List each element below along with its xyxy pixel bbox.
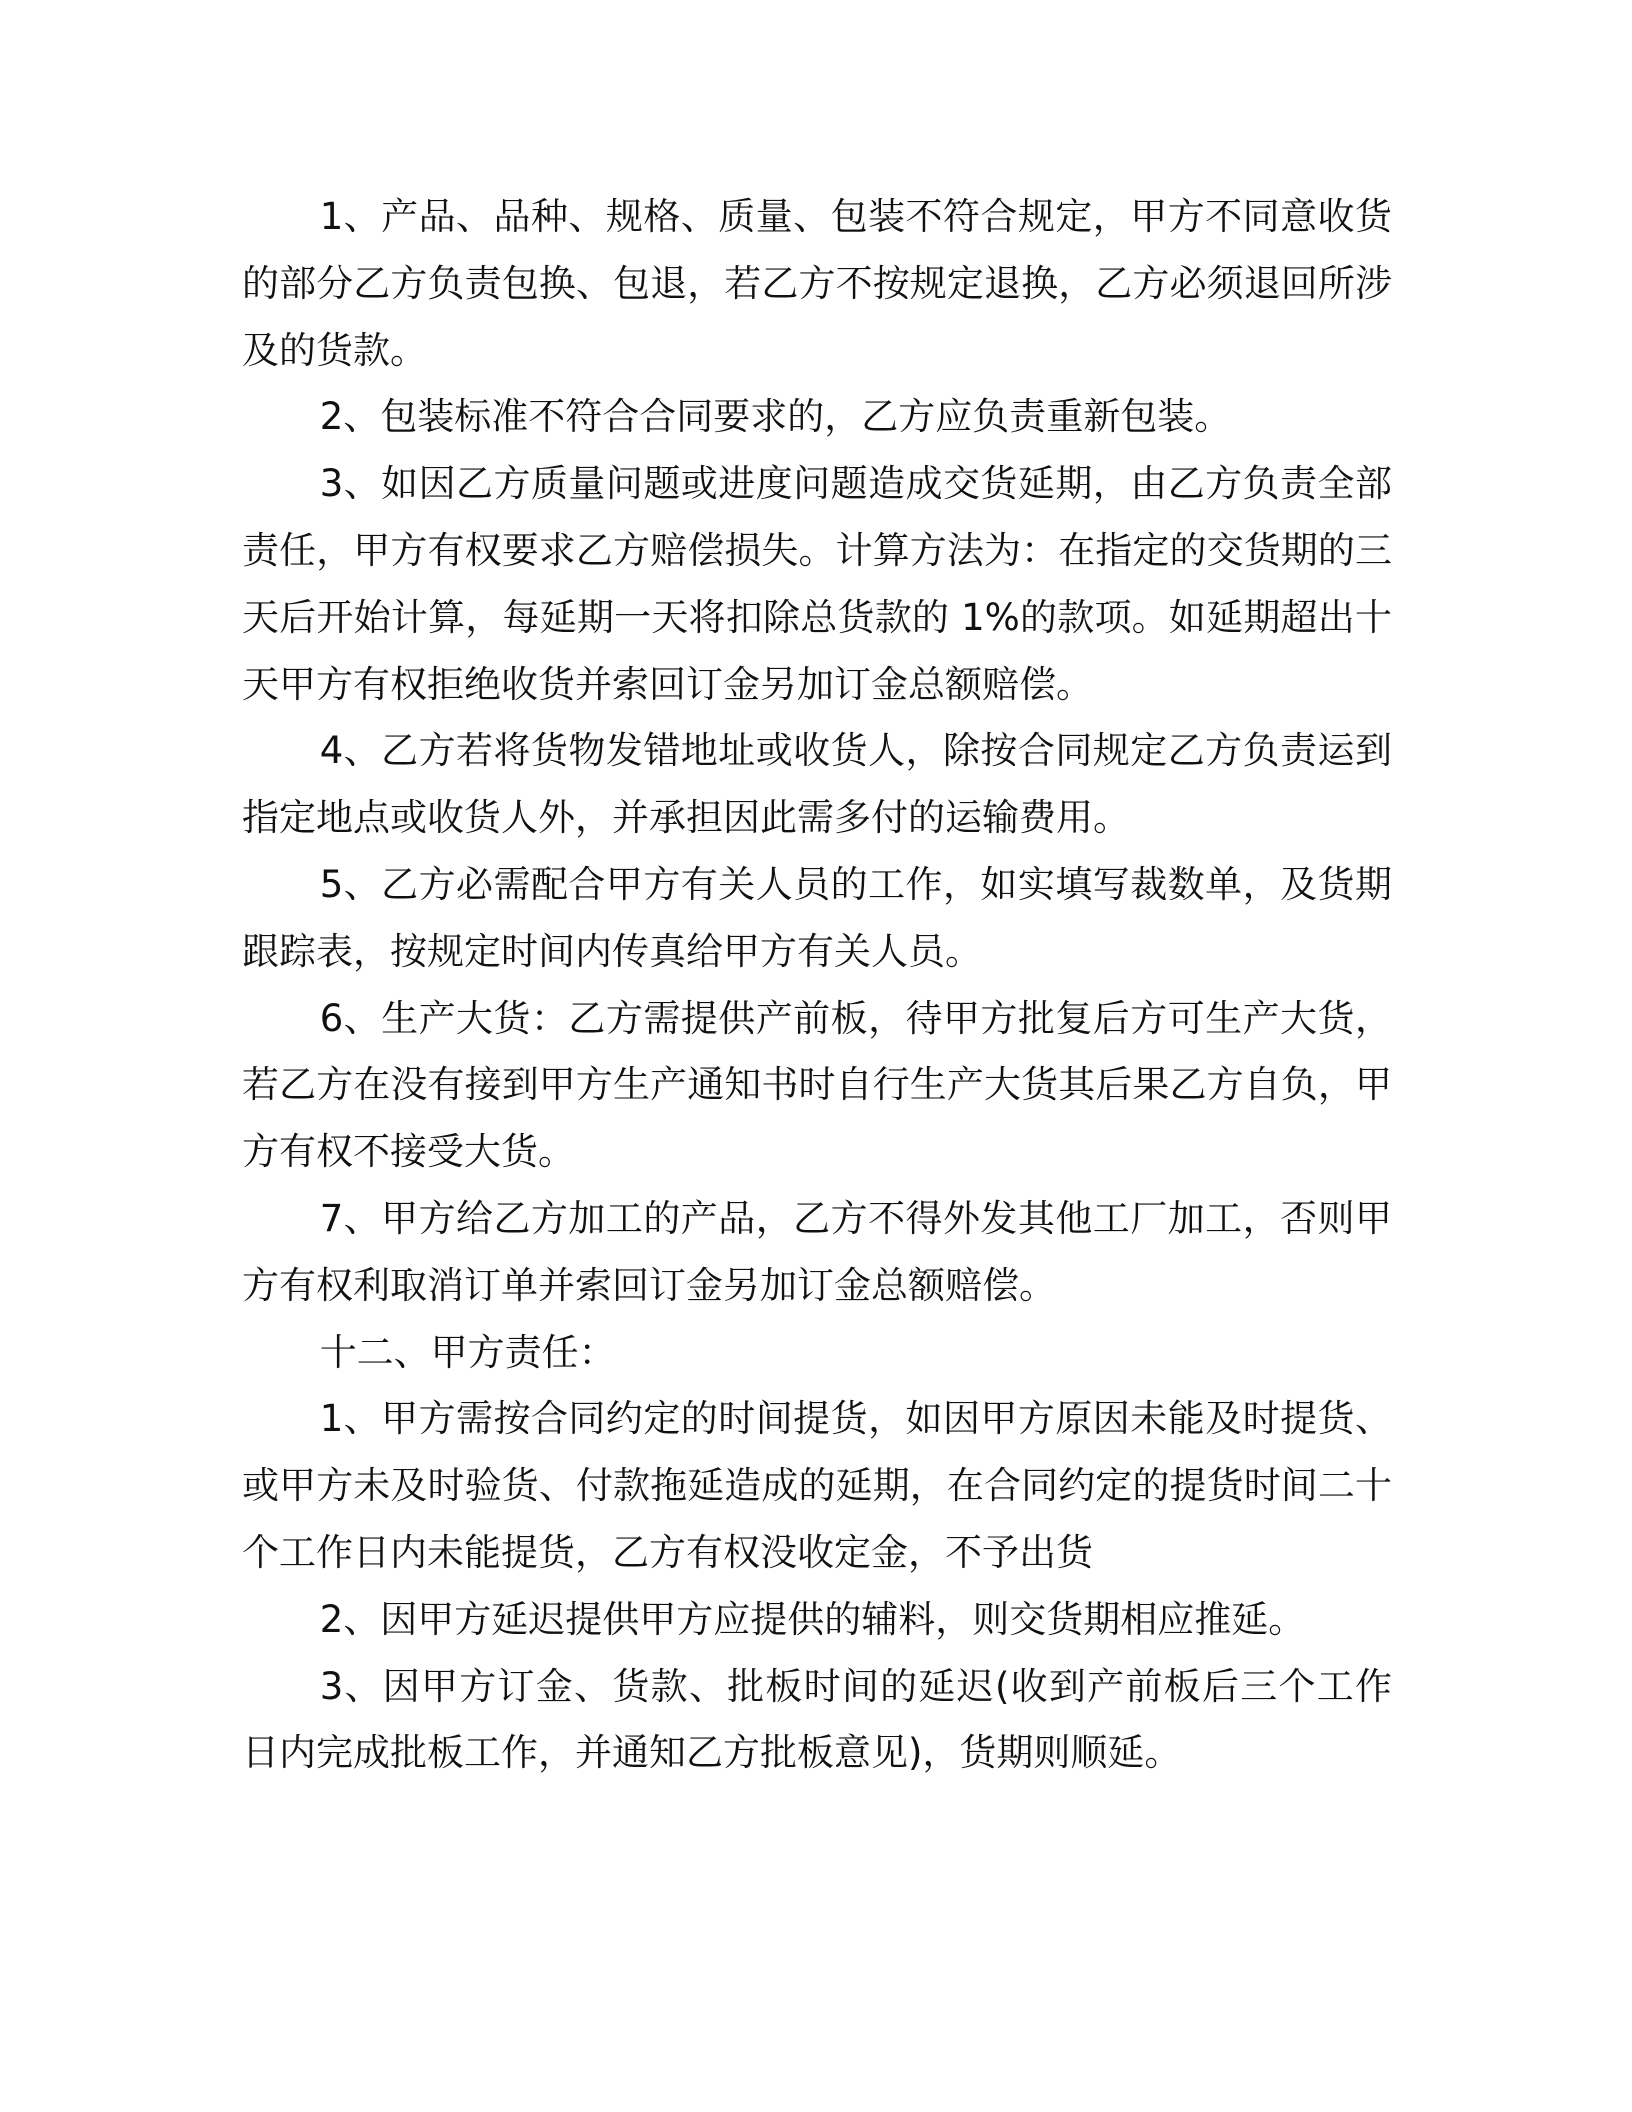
paragraph-payment-delay: 3、因甲方订金、货款、批板时间的延迟(收到产前板后三个工作日内完成批板工作，并通知乙方批板意见)，货期则顺延。: [242, 1664, 1392, 1775]
section-heading-party-a-responsibility: 十二、甲方责任：: [319, 1330, 616, 1374]
paragraph-cooperation: 5、乙方必需配合甲方有关人员的工作，如实填写裁数单，及货期跟踪表，按规定时间内传真给甲方有关人员。: [242, 862, 1392, 973]
paragraph-delivery-delay: 3、如因乙方质量问题或进度问题造成交货延期，由乙方负责全部责任，甲方有权要求乙方赔偿损失。计算方法为：在指定的交货期的三天后开始计算，每延期一天将扣除总货款的 1%的款项。如延期超出十天甲方有权拒绝收货并索回订金另加订金总额赔偿。: [242, 462, 1392, 706]
paragraph-pickup-on-time: 1、甲方需按合同约定的时间提货，如因甲方原因未能及时提货、或甲方未及时验货、付款拖延造成的延期，在合同约定的提货时间二十个工作日内未能提货，乙方有权没收定金，不予出货: [242, 1397, 1392, 1574]
paragraph-no-outsourcing: 7、甲方给乙方加工的产品，乙方不得外发其他工厂加工，否则甲方有权利取消订单并索回订金另加订金总额赔偿。: [242, 1196, 1392, 1307]
paragraph-wrong-address: 4、乙方若将货物发错地址或收货人，除按合同规定乙方负责运到指定地点或收货人外，并承担因此需多付的运输费用。: [242, 729, 1392, 840]
paragraph-accessories-delay: 2、因甲方延迟提供甲方应提供的辅料，则交货期相应推延。: [319, 1597, 1306, 1641]
paragraph-packaging-standard: 2、包装标准不符合合同要求的，乙方应负责重新包装。: [319, 395, 1232, 439]
paragraph-quality-nonconformity: 1、产品、品种、规格、质量、包装不符合规定，甲方不同意收货的部分乙方负责包换、包退，若乙方不按规定退换，乙方必须退回所涉及的货款。: [242, 195, 1392, 372]
document-body: [242, 184, 1392, 1787]
paragraph-bulk-production: 6、生产大货：乙方需提供产前板，待甲方批复后方可生产大货，若乙方在没有接到甲方生产通知书时自行生产大货其后果乙方自负，甲方有权不接受大货。: [242, 996, 1392, 1174]
